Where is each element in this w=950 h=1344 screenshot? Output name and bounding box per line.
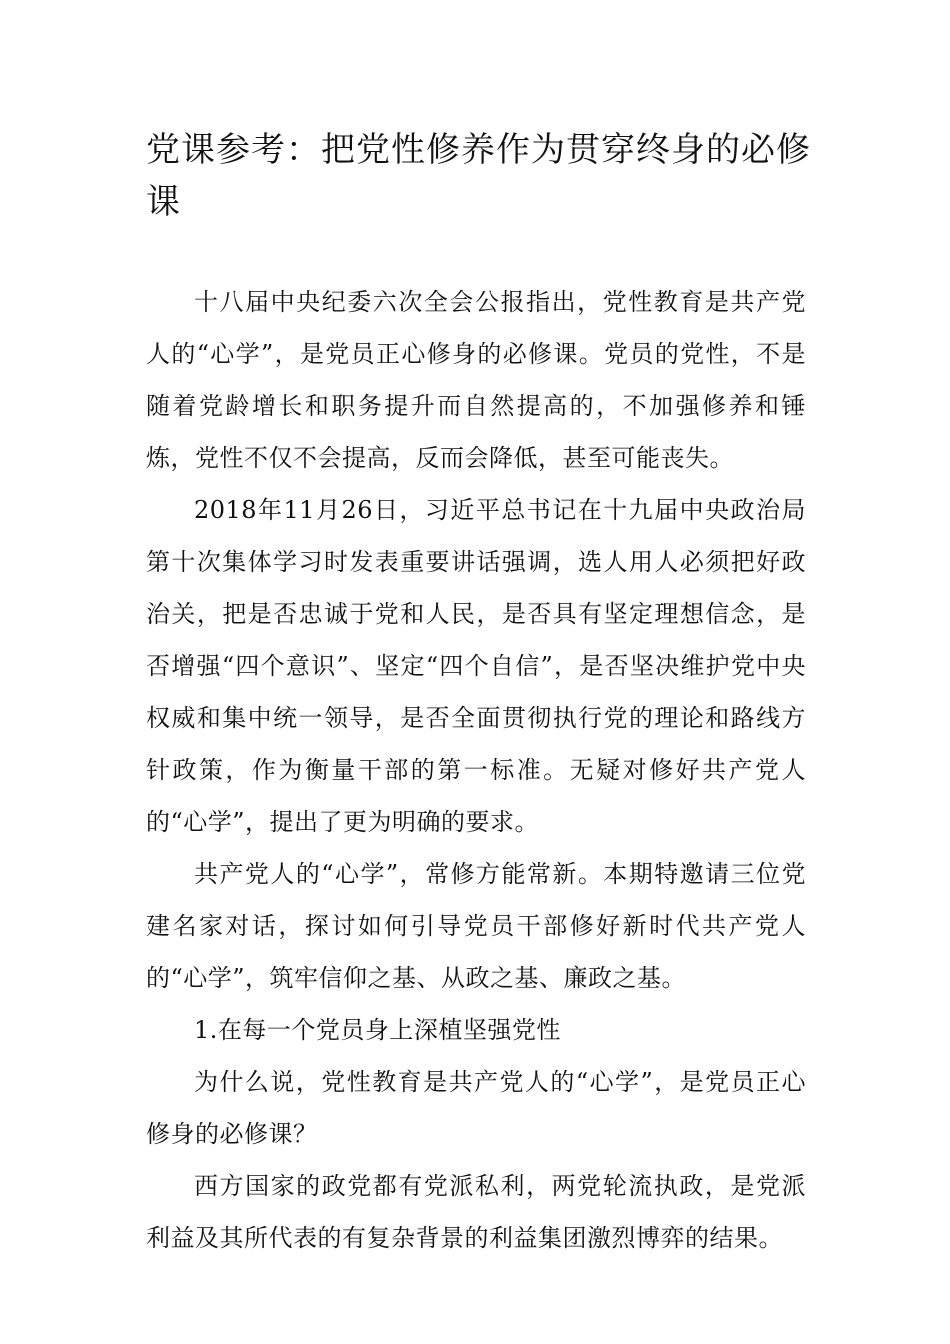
paragraph: 西方国家的政党都有党派私利，两党轮流执政，是党派利益及其所代表的有复杂背景的利益集团激烈博弈的结果。 (146, 1172, 806, 1252)
paragraph: 共产党人的“心学”，常修方能常新。本期特邀请三位党建名家对话，探讨如何引导党员干部修好新时代共产党人的“心学”，筑牢信仰之基、从政之基、廉政之基。 (146, 860, 806, 992)
document-title: 党课参考：把党性修养作为贯穿终身的必修课 (146, 130, 811, 222)
section-heading: 1.在每一个党员身上深植坚强党性 (194, 1016, 561, 1044)
paragraph: 2018年11月26日，习近平总书记在十九届中央政治局第十次集体学习时发表重要讲话强调，选人用人必须把好政治关，把是否忠诚于党和人民，是否具有坚定理想信念，是否增强“四个意识”、坚定“四个自信”，是否坚决维护党中央权威和集中统一领导，是否全面贯彻执行党的理论和路线方针政策，作为衡量干部的第一标准。无疑对修好共产党人的“心学”，提出了更为明确的要求。 (146, 496, 806, 836)
paragraph: 为什么说，党性教育是共产党人的“心学”，是党员正心修身的必修课？ (146, 1068, 806, 1148)
paragraph: 十八届中央纪委六次全会公报指出，党性教育是共产党人的“心学”，是党员正心修身的必修课。党员的党性，不是随着党龄增长和职务提升而自然提高的，不加强修养和锤炼，党性不仅不会提高，反而会降低，甚至可能丧失。 (146, 288, 806, 472)
document-body (146, 276, 806, 1264)
